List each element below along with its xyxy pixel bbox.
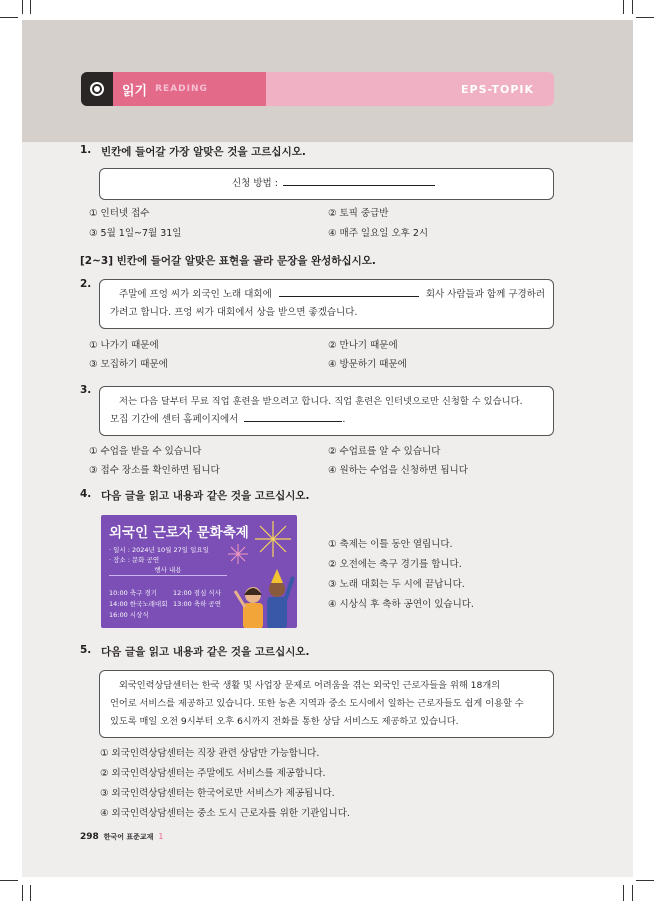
- crop-mark: [632, 0, 633, 14]
- crop-mark: [22, 885, 23, 901]
- poster-event: 14:00 한국노래대회: [109, 600, 168, 608]
- q3-passage-line2: [110, 411, 345, 429]
- q3-passage-part1: 모집 기간에 센터 홈페이지에서: [110, 414, 239, 425]
- q2-option-3[interactable]: ③ 모집하기 때문에: [89, 359, 168, 370]
- eye-pupil-icon: [94, 86, 100, 92]
- q4-question: 다음 글을 읽고 내용과 같은 것을 고르십시오.: [101, 490, 310, 502]
- q5-passage-line3: 있도록 매일 오전 9시부터 오후 6시까지 전화를 통한 상담 서비스도 제공하고 있습니다.: [110, 716, 459, 727]
- q2-option-1[interactable]: ① 나가기 때문에: [89, 340, 159, 351]
- celebrating-people-illustration: [231, 567, 297, 628]
- crop-mark: [623, 0, 624, 14]
- q3-passage-line1: 저는 다음 달부터 무료 직업 훈련을 받으려고 합니다. 직업 훈련은 인터넷으로만 신청할 수 있습니다.: [119, 396, 523, 407]
- q2-3-instruction: [2~3] 빈칸에 들어갈 알맞은 표현을 골라 문장을 완성하십시오.: [80, 255, 376, 267]
- poster-place: · 장소 : 문화 공연: [109, 556, 160, 564]
- crop-mark: [22, 0, 23, 14]
- q5-question: 다음 글을 읽고 내용과 같은 것을 고르십시오.: [101, 646, 310, 658]
- q1-box-text: 신청 방법 :: [232, 178, 278, 189]
- textbook-page: [22, 20, 633, 877]
- q1-number: 1.: [80, 144, 92, 156]
- q4-option-4[interactable]: ④ 시상식 후 축하 공연이 있습니다.: [328, 599, 474, 610]
- page-footer: [80, 832, 163, 842]
- q5-option-1[interactable]: ① 외국인력상담센터는 직장 관련 상담만 가능합니다.: [100, 748, 320, 759]
- q1-option-2[interactable]: ② 토픽 중급반: [328, 208, 389, 219]
- q3-passage-period: .: [342, 414, 346, 425]
- q4-option-1[interactable]: ① 축제는 이틀 동안 열립니다.: [328, 539, 453, 550]
- poster-events-header: 행사 내용: [109, 565, 227, 576]
- q5-number: 5.: [80, 644, 92, 656]
- firework-small-icon: [227, 543, 249, 565]
- crop-mark: [636, 17, 654, 18]
- q1-answer-blank: [283, 176, 435, 186]
- q2-answer-blank: [279, 287, 419, 297]
- q5-option-3[interactable]: ③ 외국인력상담센터는 한국어로만 서비스가 제공됩니다.: [100, 788, 335, 799]
- q5-box: [99, 670, 554, 738]
- q3-number: 3.: [80, 384, 92, 396]
- poster-event: 10:00 축구 경기: [109, 589, 157, 597]
- poster-title: 외국인 근로자 문화축제: [109, 525, 249, 541]
- q5-passage-line2: 언어로 서비스를 제공하고 있습니다. 또한 농촌 지역과 중소 도시에서 일하는 근로자들도 쉽게 이용할 수: [110, 698, 524, 709]
- section-title: [113, 72, 266, 106]
- crop-mark: [0, 17, 18, 18]
- poster-event: 13:00 축하 공연: [173, 600, 221, 608]
- q1-box: [99, 168, 554, 200]
- page-number: 298: [80, 832, 99, 842]
- q2-number: 2.: [80, 278, 92, 290]
- poster-event: 16:00 시상식: [109, 611, 149, 619]
- q4-number: 4.: [80, 488, 92, 500]
- q5-option-4[interactable]: ④ 외국인력상담센터는 중소 도시 근로자를 위한 기관입니다.: [100, 808, 350, 819]
- q2-passage-line1: [119, 286, 545, 304]
- poster-event: 12:00 점심 식사: [173, 589, 221, 597]
- q1-box-content: [232, 175, 435, 193]
- q3-option-2[interactable]: ② 수업료를 알 수 있습니다: [328, 446, 441, 457]
- crop-mark: [0, 880, 18, 881]
- book-volume: 1: [158, 832, 164, 841]
- q4-option-2[interactable]: ② 오전에는 축구 경기를 합니다.: [328, 559, 462, 570]
- q5-option-2[interactable]: ② 외국인력상담센터는 주말에도 서비스를 제공합니다.: [100, 768, 326, 779]
- q3-box: [99, 386, 554, 436]
- poster-date: · 일시 : 2024년 10월 27일 일요일: [109, 546, 209, 554]
- q1-option-1[interactable]: ① 인터넷 접수: [89, 208, 150, 219]
- q1-option-4[interactable]: ④ 매주 일요일 오후 2시: [328, 228, 429, 239]
- q3-option-3[interactable]: ③ 접수 장소를 확인하면 됩니다: [89, 465, 220, 476]
- q1-option-3[interactable]: ③ 5월 1일~7월 31일: [89, 228, 182, 239]
- firework-icon: [251, 517, 295, 561]
- brand-logo: EPS-TOPIK: [461, 82, 534, 96]
- brand-banner: [266, 72, 554, 106]
- q3-answer-blank: [244, 412, 342, 422]
- q3-option-1[interactable]: ① 수업을 받을 수 있습니다: [89, 446, 202, 457]
- q2-option-2[interactable]: ② 만나기 때문에: [328, 340, 398, 351]
- q4-option-3[interactable]: ③ 노래 대회는 두 시에 끝납니다.: [328, 579, 465, 590]
- q2-passage-line2: 가려고 합니다. 프엉 씨가 대회에서 상을 받으면 좋겠습니다.: [110, 307, 358, 318]
- section-title-kr: 읽기: [122, 83, 148, 99]
- reading-section-badge: [81, 72, 113, 106]
- q2-option-4[interactable]: ④ 방문하기 때문에: [328, 359, 407, 370]
- book-title: 한국어 표준교재: [103, 833, 154, 841]
- q5-passage-line1: 외국인력상담센터는 한국 생활 및 사업장 문제로 어려움을 겪는 외국인 근로자들을 위해 18개의: [119, 680, 501, 691]
- crop-mark: [30, 0, 31, 14]
- crop-mark: [623, 885, 624, 901]
- q1-question: 빈칸에 들어갈 가장 알맞은 것을 고르십시오.: [101, 146, 306, 158]
- crop-mark: [636, 880, 654, 881]
- crop-mark: [632, 885, 633, 901]
- q2-passage-part1: 주말에 프엉 씨가 외국인 노래 대회에: [119, 289, 272, 300]
- q3-option-4[interactable]: ④ 원하는 수업을 신청하면 됩니다: [328, 465, 468, 476]
- festival-poster: [101, 515, 297, 628]
- q2-passage-part2: 회사 사람들과 함께 구경하러: [425, 289, 546, 300]
- section-title-en: READING: [155, 84, 208, 94]
- q2-box: [99, 279, 554, 329]
- crop-mark: [30, 885, 31, 901]
